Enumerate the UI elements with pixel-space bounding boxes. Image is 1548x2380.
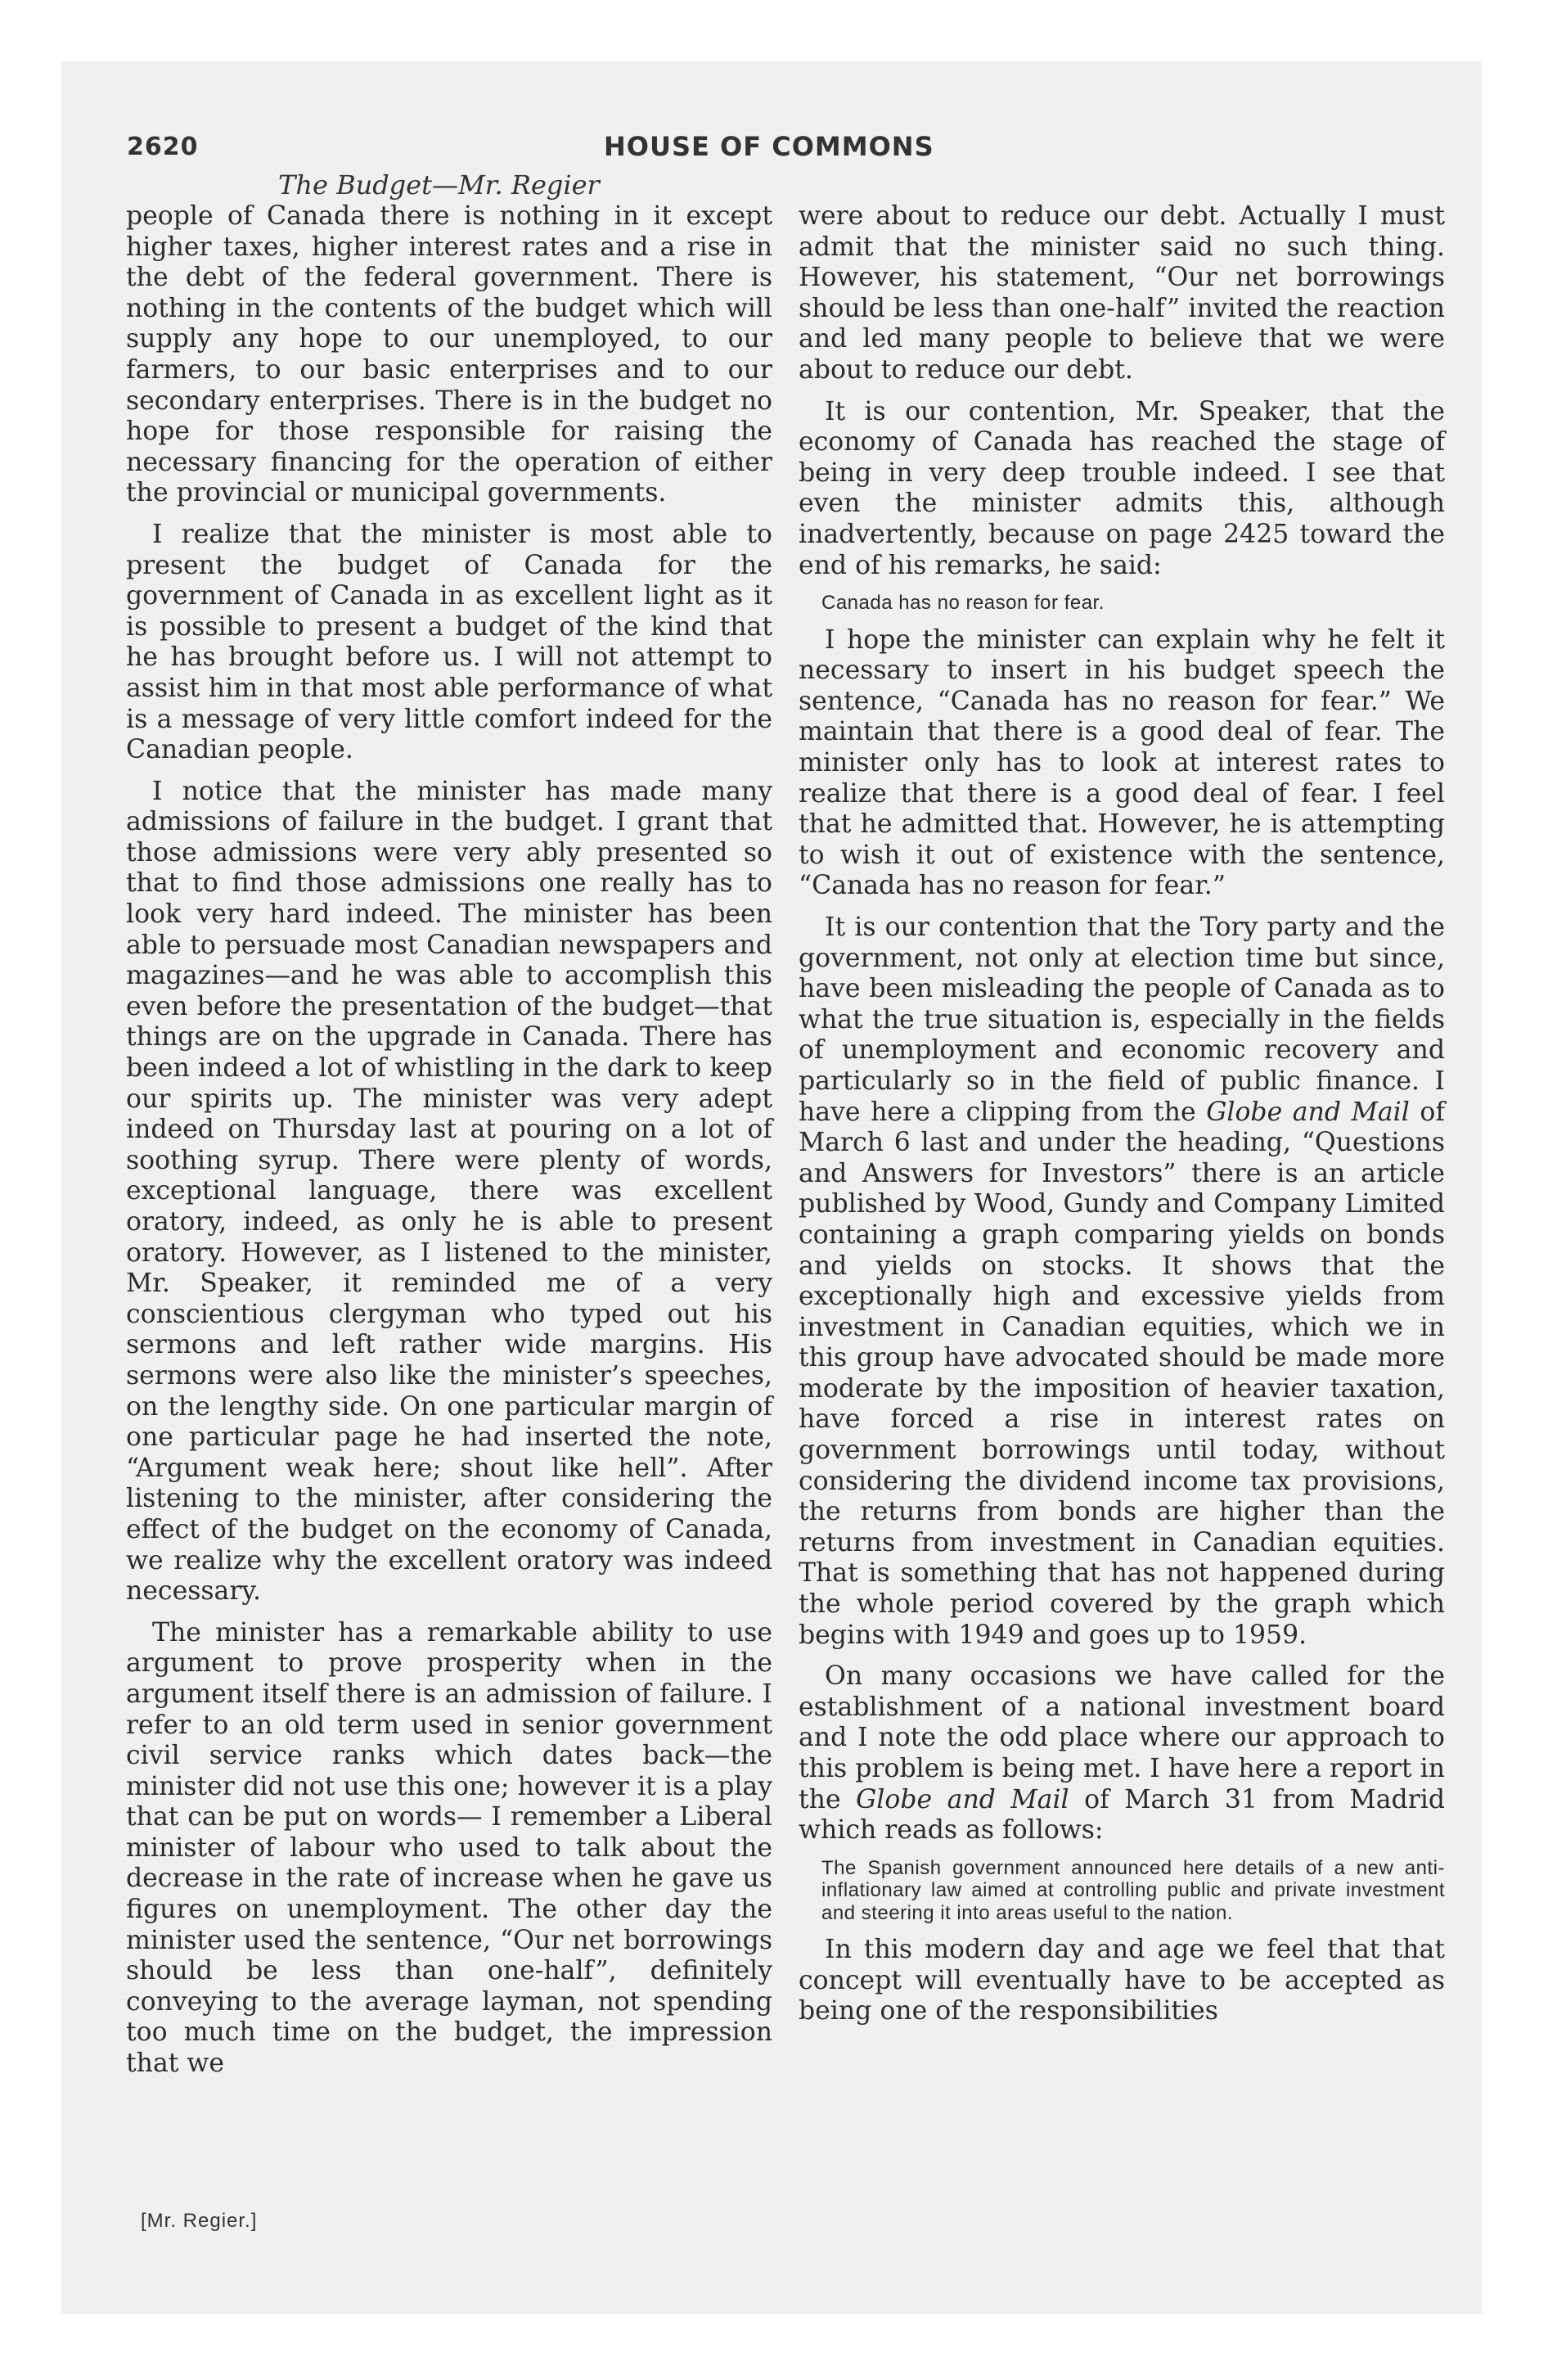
block-quote: The Spanish government announced here details of a new anti-inflationary law aimed at controlling public and private investment and steering it into areas useful to the nation. xyxy=(821,1856,1445,1924)
paragraph: It is our contention, Mr. Speaker, that the economy of Canada has reached the stage of being in very deep trouble indeed. I see that even the minister admits this, although inadvertently, because on page 2425 toward the end of his remarks, he said: xyxy=(799,396,1445,580)
paragraph: I notice that the minister has made many admissions of failure in the budget. I grant that those admissions were very ably presented so that to find those admissions one really has to look very hard indeed. The minister has been able to persuade most Canadian newspapers and magazines—and he was able to accomplish this even before the presentation of the budget—that things are on the upgrade in Canada. There has been indeed a lot of whistling in the dark to keep our spirits up. The minister was very adept indeed on Thursday last at pouring on a lot of soothing syrup. There were plenty of words, exceptional language, there was excellent oratory, indeed, as only he is able to present oratory. However, as I listened to the minister, Mr. Speaker, it reminded me of a very conscientious clergyman who typed out his sermons and left rather wide margins. His sermons were also like the minister’s speeches, on the lengthy side. On one particular margin of one particular page he had inserted the note, “Argument weak here; shout like hell”. After listening to the minister, after considering the effect of the budget on the economy of Canada, we realize why the excellent oratory was indeed necessary. xyxy=(126,776,772,1607)
speaker-attribution: [Mr. Regier.] xyxy=(141,2210,258,2232)
paragraph-text: of March 6 last and under the heading, “Questions and Answers for Investors” there is an article published by Wood, Gundy and Company Limited containing a graph comparing yields on bonds and yields on stocks. It shows that the exceptionally high and excessive yields from investment in Canadian equities, which we in this group have advocated should be made more moderate by the imposition of heavier taxation, have forced a rise in interest rates on government borrowings until today, without considering the dividend income tax provisions, the returns from bonds are higher than the returns from investment in Canadian equities. That is something that has not happened during the whole period covered by the graph which begins with 1949 and goes up to 1959. xyxy=(799,1097,1446,1650)
paragraph: people of Canada there is nothing in it except higher taxes, higher interest rates and a rise in the debt of the federal government. There is nothing in the contents of the budget which will supply any hope to our unemployed, to our farmers, to our basic enterprises and to our secondary enterprises. There is in the budget no hope for those responsible for raising the necessary financing for the operation of either the provincial or municipal governments. xyxy=(126,201,772,508)
left-column xyxy=(126,201,772,2080)
newspaper-title: Globe and Mail xyxy=(1206,1097,1410,1127)
paragraph: In this modern day and age we feel that that concept will eventually have to be accepted as being one of the responsibilities xyxy=(799,1935,1445,2026)
paragraph-text: of March 31 from Madrid which reads as follows: xyxy=(799,1784,1446,1846)
newspaper-title: Globe and Mail xyxy=(856,1784,1069,1814)
right-column xyxy=(799,201,1445,2027)
paragraph xyxy=(799,1661,1445,1846)
paragraph: The minister has a remarkable ability to use argument to prove prosperity when in the argument itself there is an admission of failure. I refer to an old term used in senior government civil service ranks which dates back—the minister did not use this one; however it is a play that can be put on words— I remember a Liberal minister of labour who used to talk about the decrease in the rate of increase when he gave us figures on unemployment. The other day the minister used the sentence, “Our net borrowings should be less than one-half”, definitely conveying to the average layman, not spending too much time on the budget, the impression that we xyxy=(126,1617,772,2079)
paragraph-text: It is our contention that the Tory party and the government, not only at election time but since, have been misleading the people of Canada as to what the true situation is, especially in the fields of unemployment and economic recovery and particularly so in the field of public finance. I have here a clipping from the xyxy=(799,912,1445,1127)
paragraph: I realize that the minister is most able to present the budget of Canada for the government of Canada in as excellent light as it is possible to present a budget of the kind that he has brought before us. I will not attempt to assist him in that most able performance of what is a message of very little comfort indeed for the Canadian people. xyxy=(126,519,772,765)
paragraph: I hope the minister can explain why he felt it necessary to insert in his budget speech the sentence, “Canada has no reason for fear.” We maintain that there is a good deal of fear. The minister only has to look at interest rates to realize that there is a good deal of fear. I feel that he admitted that. However, he is attempting to wish it out of existence with the sentence, “Canada has no reason for fear.” xyxy=(799,624,1445,901)
subhead: The Budget—Mr. Regier xyxy=(278,169,600,201)
paragraph-text: On many occasions we have called for the establishment of a national investment board and I note the odd place where our approach to this problem is being met. I have here a report in the xyxy=(799,1661,1445,1814)
running-head: HOUSE OF COMMONS xyxy=(604,131,934,162)
page-number: 2620 xyxy=(127,133,199,161)
paragraph: were about to reduce our debt. Actually I must admit that the minister said no such thing. However, his statement, “Our net borrowings should be less than one-half” invited the reaction and led many people to believe that we were about to reduce our debt. xyxy=(799,201,1445,385)
paragraph xyxy=(799,913,1445,1651)
block-quote: Canada has no reason for fear. xyxy=(821,592,1105,615)
